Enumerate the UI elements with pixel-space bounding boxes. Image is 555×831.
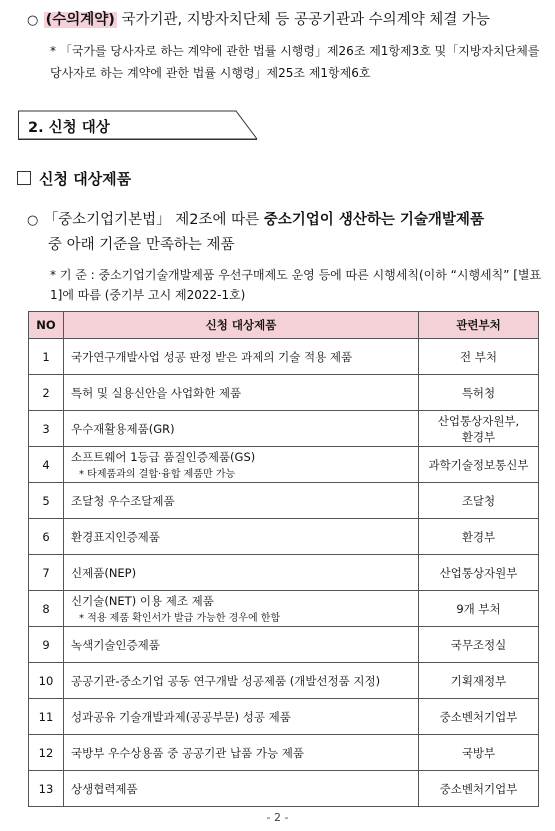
row-number: 11	[29, 699, 64, 735]
page-number: - 2 -	[266, 811, 289, 824]
table-row	[29, 375, 539, 411]
table-row	[29, 771, 539, 807]
product-name: 신기술(NET) 이용 제조 제품	[71, 594, 214, 608]
product-subnote: * 적용 제품 확인서가 발급 가능한 경우에 한함	[79, 613, 281, 624]
row-product	[64, 771, 419, 807]
row-number: 3	[29, 411, 64, 447]
product-subnote: * 타제품과의 결합·융합 제품만 가능	[79, 469, 236, 480]
row-product	[64, 447, 419, 483]
table-row	[29, 735, 539, 771]
table-row	[29, 663, 539, 699]
law-note: * 「국가를 당사자로 하는 계약에 관한 법률 시행령」제26조 제1항제3호 및「지방자치단체를 당사자로 하는 계약에 관한 법률 시행령」제25조 제1항제6호	[50, 44, 540, 80]
product-name: 환경표지인증제품	[71, 529, 160, 544]
row-product	[64, 735, 419, 771]
row-dept: 9개 부처	[419, 591, 539, 627]
highlight-label: (수의계약)	[45, 12, 115, 28]
row-number: 7	[29, 555, 64, 591]
product-name: 신제품(NEP)	[71, 565, 137, 580]
row-number: 6	[29, 519, 64, 555]
table-row	[29, 519, 539, 555]
table-row	[29, 591, 539, 627]
row-dept: 국방부	[419, 735, 539, 771]
product-name: 특허 및 실용신안을 사업화한 제품	[71, 385, 242, 400]
row-number: 10	[29, 663, 64, 699]
table-row	[29, 627, 539, 663]
header-dept: 관련부처	[419, 312, 539, 339]
product-table	[28, 311, 539, 807]
row-dept: 환경부	[419, 519, 539, 555]
row-product	[64, 591, 419, 627]
product-name: 국가연구개발사업 성공 판정 받은 과제의 기술 적용 제품	[71, 349, 353, 364]
row-number: 8	[29, 591, 64, 627]
bullet-contract	[27, 8, 490, 29]
row-dept: 중소벤처기업부	[419, 771, 539, 807]
circle-bullet-icon: ○	[27, 213, 39, 228]
row-number: 4	[29, 447, 64, 483]
section-title: 2. 신청 대상	[28, 120, 110, 136]
row-dept: 산업통상자원부	[419, 555, 539, 591]
row-dept: 중소벤처기업부	[419, 699, 539, 735]
product-name: 우수재활용제품(GR)	[71, 421, 175, 436]
product-name: 상생협력제품	[71, 781, 138, 796]
para-line2: 중 아래 기준을 만족하는 제품	[48, 237, 235, 253]
row-number: 2	[29, 375, 64, 411]
table-row	[29, 555, 539, 591]
row-dept: 전 부처	[419, 339, 539, 375]
row-product	[64, 555, 419, 591]
row-dept: 산업통상자원부, 환경부	[419, 411, 539, 447]
row-product	[64, 411, 419, 447]
row-number: 9	[29, 627, 64, 663]
para-bold: 중소기업이 생산하는 기술개발제품	[263, 212, 484, 228]
header-no: NO	[29, 312, 64, 339]
subheading	[17, 168, 131, 189]
row-product	[64, 699, 419, 735]
row-dept: 과학기술정보통신부	[419, 447, 539, 483]
bullet-text: 국가기관, 지방자치단체 등 공공기관과 수의계약 체결 가능	[116, 12, 490, 28]
table-row	[29, 483, 539, 519]
product-name: 조달청 우수조달제품	[71, 493, 175, 508]
row-product	[64, 339, 419, 375]
row-dept: 기획재정부	[419, 663, 539, 699]
product-name: 녹색기술인증제품	[71, 637, 160, 652]
row-number: 12	[29, 735, 64, 771]
row-dept: 국무조정실	[419, 627, 539, 663]
header-product: 신청 대상제품	[64, 312, 419, 339]
section-header	[18, 110, 258, 140]
product-name: 소프트웨어 1등급 품질인증제품(GS)	[71, 450, 256, 464]
row-product	[64, 663, 419, 699]
table-row	[29, 447, 539, 483]
row-product	[64, 483, 419, 519]
row-product	[64, 375, 419, 411]
row-dept: 특허청	[419, 375, 539, 411]
target-paragraph	[27, 208, 547, 258]
criteria-note: * 기 준 : 중소기업기술개발제품 우선구매제도 운영 등에 따른 시행세칙(이하 “시행세칙” [별표 1]에 따름 (중기부 고시 제2022-1호)	[50, 268, 542, 302]
product-name: 성과공유 기술개발과제(공공부문) 성공 제품	[71, 709, 291, 724]
table-row	[29, 411, 539, 447]
row-number: 13	[29, 771, 64, 807]
product-name: 공공기관-중소기업 공동 연구개발 성공제품 (개발선정품 지정)	[71, 673, 381, 688]
table-row	[29, 339, 539, 375]
table-row	[29, 699, 539, 735]
row-number: 1	[29, 339, 64, 375]
row-dept: 조달청	[419, 483, 539, 519]
row-number: 5	[29, 483, 64, 519]
square-bullet-icon	[17, 171, 31, 185]
product-name: 국방부 우수상용품 중 공공기관 납품 가능 제품	[71, 745, 305, 760]
para-part1: 「중소기업기본법」 제2조에 따른	[43, 212, 264, 228]
subheading-text: 신청 대상제품	[39, 170, 132, 188]
row-product	[64, 519, 419, 555]
circle-bullet-icon: ○	[27, 13, 39, 28]
table-header-row	[29, 312, 539, 339]
row-product	[64, 627, 419, 663]
